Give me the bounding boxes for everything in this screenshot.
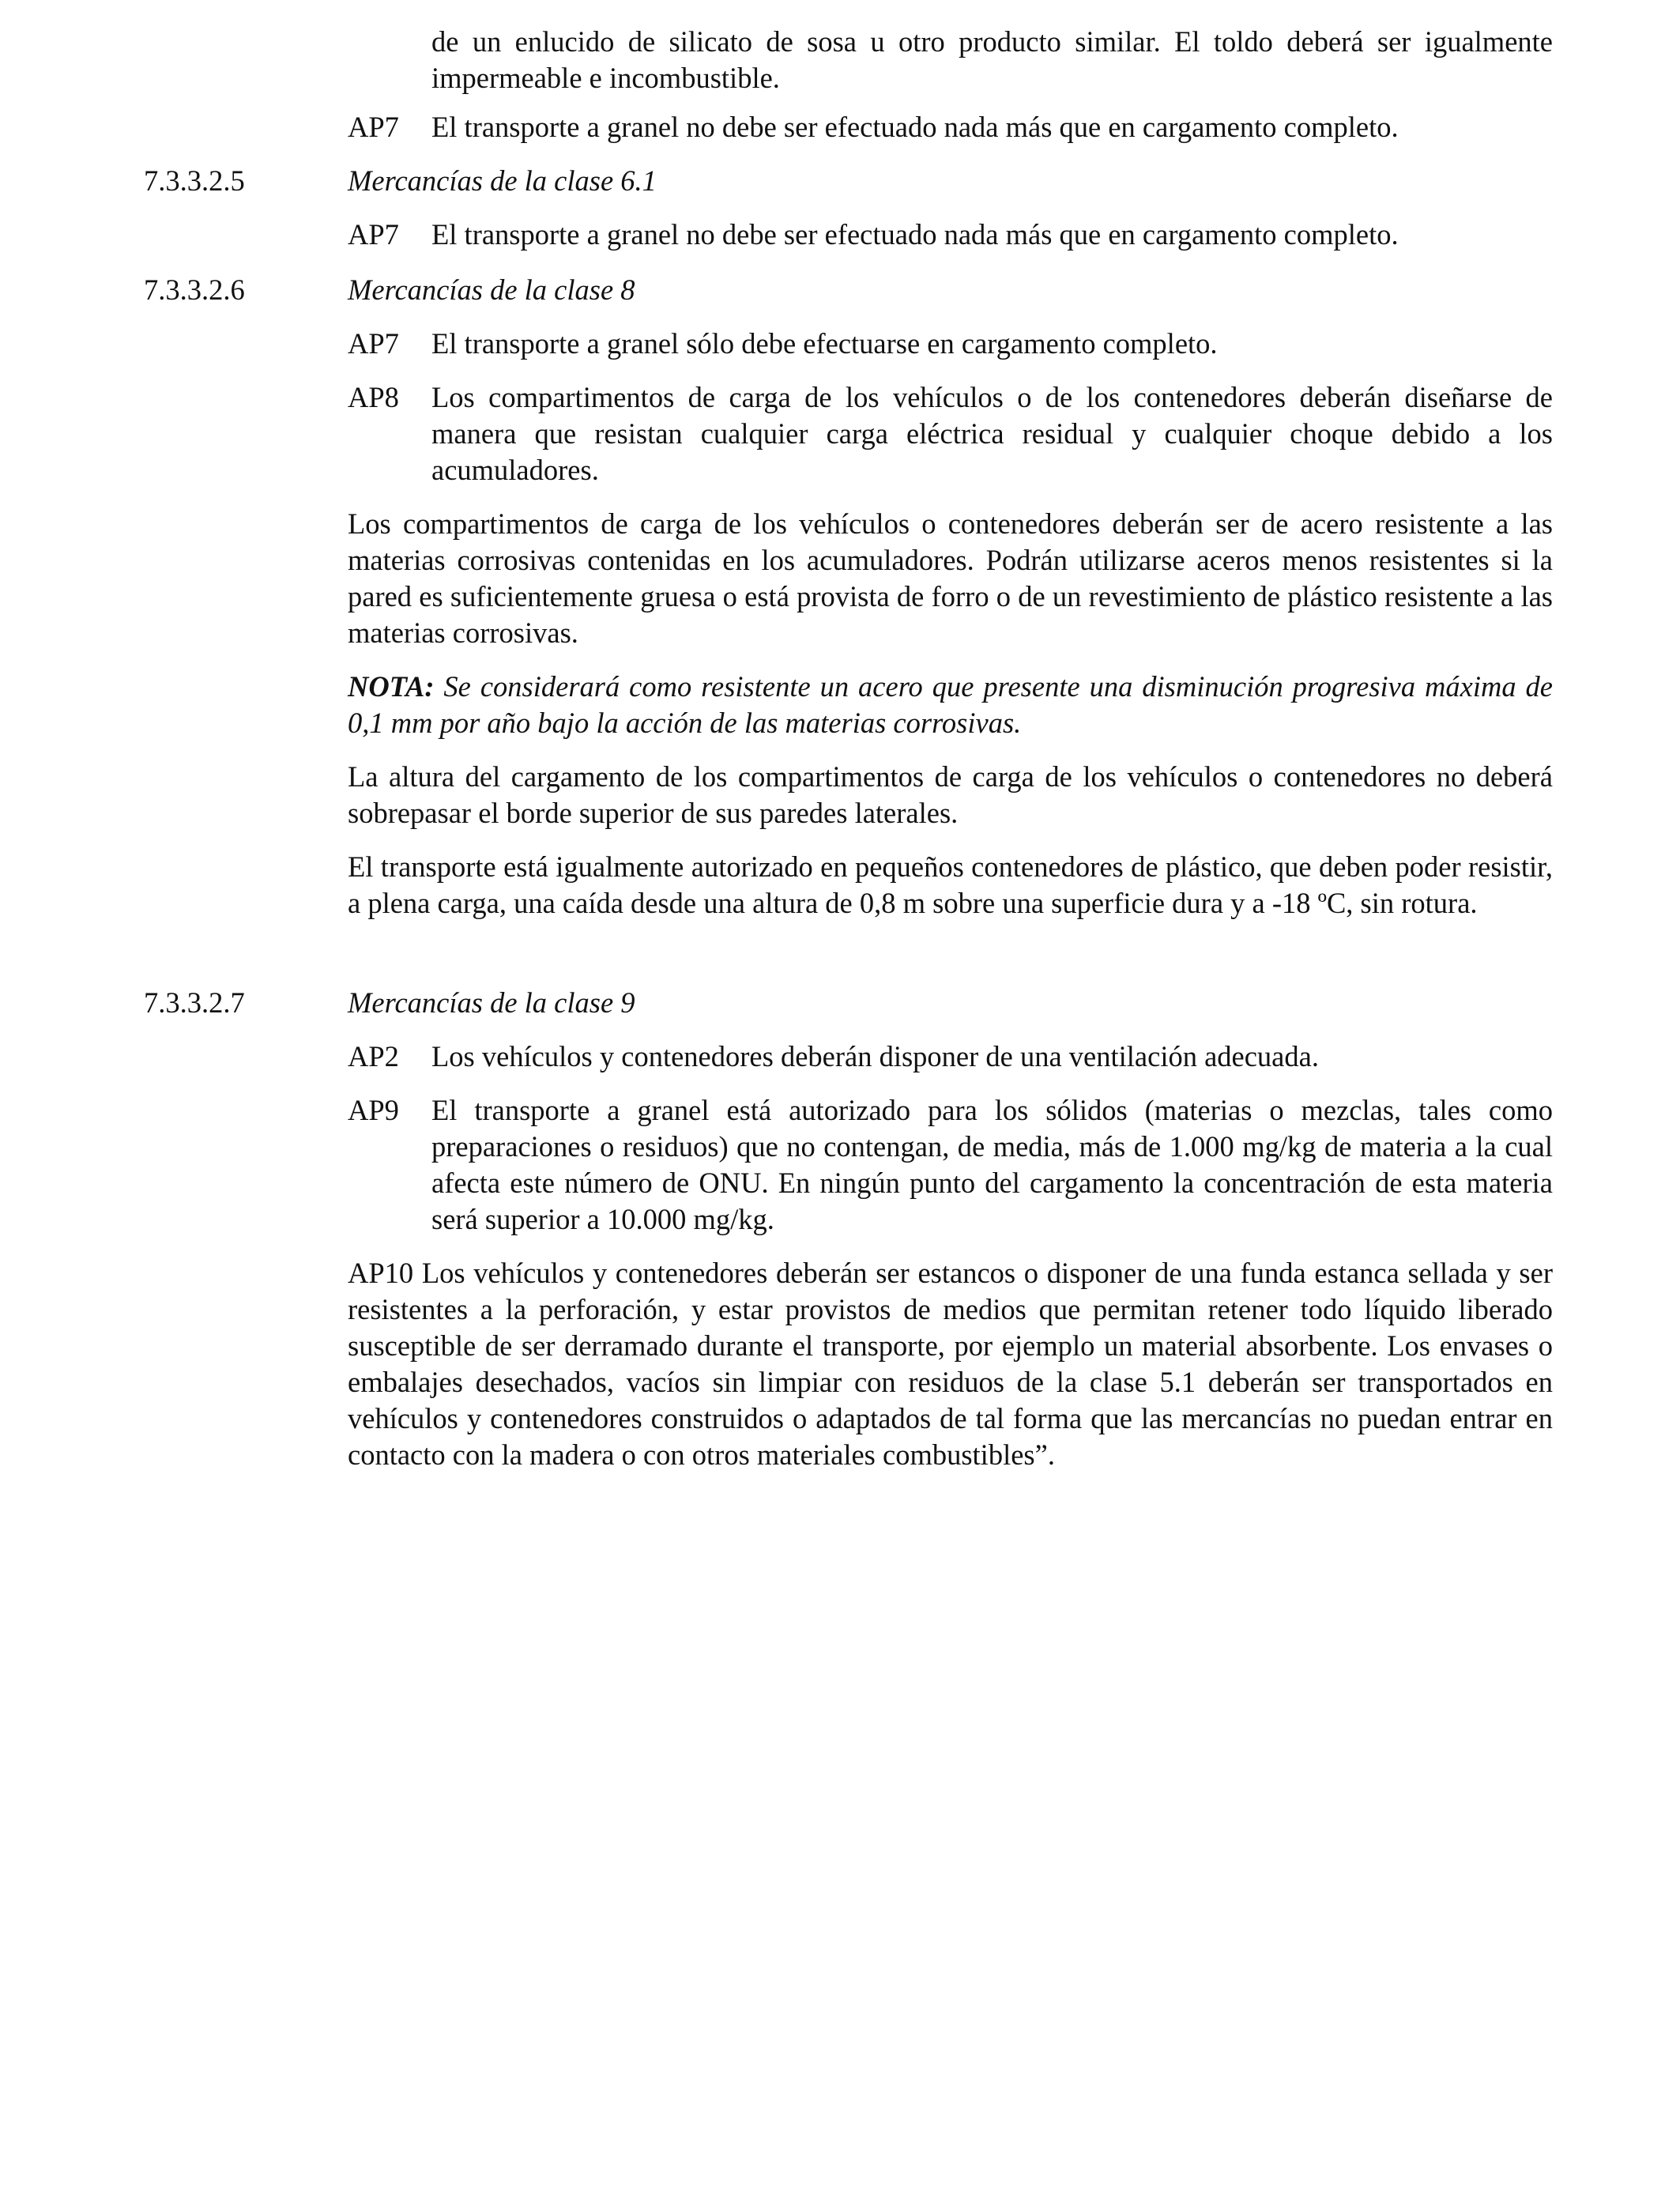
clause-ap7-class-8	[348, 326, 1553, 362]
section-title: Mercancías de la clase 6.1	[348, 164, 657, 197]
clause-text: Los vehículos y contenedores deberán disponer de una ventilación adecuada.	[431, 1040, 1319, 1072]
clause-text: El transporte a granel no debe ser efectuado nada más que en cargamento completo.	[431, 218, 1399, 251]
clause-code: AP7	[348, 327, 399, 360]
section-title: Mercancías de la clase 9	[348, 986, 635, 1019]
section-number: 7.3.3.2.5	[144, 164, 245, 197]
section-title: Mercancías de la clase 8	[348, 273, 635, 306]
clause-ap7-class-5-1	[348, 109, 1553, 145]
section-number: 7.3.3.2.6	[144, 273, 245, 306]
paragraph-contenedores-plastico: El transporte está igualmente autorizado en pequeños contenedores de plástico, que deben poder resistir, a plena carga, una caída desde una altura de 0,8 m sobre una superficie dura y a -18 ºC, sin rotura.	[348, 850, 1553, 919]
paragraph-altura-cargamento: La altura del cargamento de los compartimentos de carga de los vehículos o contenedores no deberá sobrepasar el borde superior de sus paredes laterales.	[348, 760, 1553, 829]
clause-ap9-class-9	[348, 1092, 1553, 1238]
paragraph-acero-resistente: Los compartimentos de carga de los vehículos o contenedores deberán ser de acero resistente a las materias corrosivas contenidas en los acumuladores. Podrán utilizarse aceros menos resistentes si la pared es suficientemente gruesa o está provista de forro o de un revestimiento de plástico resistente a las materias corrosivas.	[348, 507, 1553, 649]
clause-ap10-class-9: AP10 Los vehículos y contenedores deberán ser estancos o disponer de una funda estanca sellada y ser resistentes a la perforación, y estar provistos de medios que permitan retener todo líquido liberado susceptible de ser derramado durante el transporte, por ejemplo un material absorbente. Los envases o embalajes desechados, vacíos sin limpiar con residuos de la clase 5.1 deberán ser transportados en vehículos y contenedores construidos o adaptados de tal forma que las mercancías no puedan entrar en contacto con la madera o con otros materiales combustibles”.	[348, 1257, 1553, 1471]
clause-code: AP9	[348, 1094, 399, 1126]
clause-code: AP7	[348, 218, 399, 251]
clause-code: AP2	[348, 1040, 399, 1072]
clause-ap7-class-6-1	[348, 217, 1553, 253]
clause-text: Los compartimentos de carga de los vehículos o de los contenedores deberán diseñarse de manera que resistan cualquier carga eléctrica residual y cualquier choque debido a los acumuladores.	[431, 381, 1553, 486]
note-label: NOTA:	[348, 670, 435, 703]
clause-ap2-class-9	[348, 1039, 1553, 1075]
note-paragraph	[348, 669, 1553, 741]
clause-ap8-class-8	[348, 379, 1553, 488]
clause-text: El transporte a granel sólo debe efectuarse en cargamento completo.	[431, 327, 1218, 360]
section-number: 7.3.3.2.7	[144, 986, 245, 1019]
clause-text: El transporte a granel no debe ser efectuado nada más que en cargamento completo.	[431, 111, 1399, 143]
clause-code: AP8	[348, 381, 399, 413]
continuation-paragraph: de un enlucido de silicato de sosa u otro producto similar. El toldo deberá ser igualmente impermeable e incombustible.	[431, 25, 1553, 94]
clause-code: AP7	[348, 111, 399, 143]
note-text: Se considerará como resistente un acero que presente una disminución progresiva máxima de 0,1 mm por año bajo la acción de las materias corrosivas.	[348, 670, 1553, 739]
clause-text: El transporte a granel está autorizado para los sólidos (materias o mezclas, tales como preparaciones o residuos) que no contengan, de media, más de 1.000 mg/kg de materia a la cual afecta este número de ONU. En ningún punto del cargamento la concentración de esta materia será superior a 10.000 mg/kg.	[431, 1094, 1553, 1235]
